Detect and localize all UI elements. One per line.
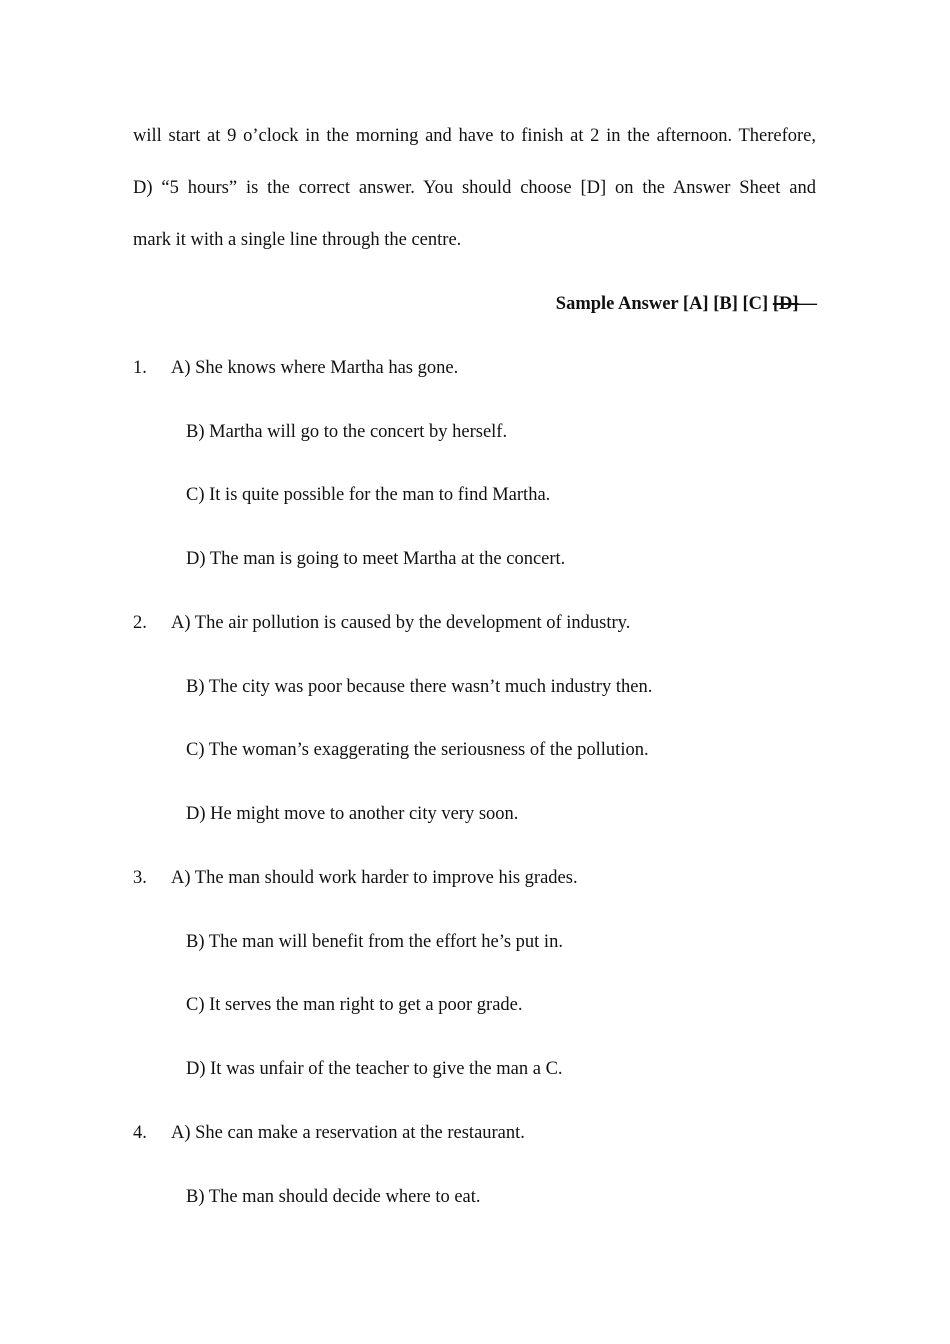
question-3-option-a: A) The man should work harder to improve his grades. xyxy=(171,868,578,888)
sample-answer-marked-choice: [D] xyxy=(772,294,799,314)
sample-answer-label: Sample Answer [A] [B] [C] xyxy=(555,294,773,314)
sample-answer xyxy=(556,293,817,315)
sample-answer-line-mark: — xyxy=(798,294,817,314)
question-3-option-b: B) The man will benefit from the effort he’s put in. xyxy=(186,932,563,952)
question-2-option-d: D) He might move to another city very soon. xyxy=(186,804,519,824)
intro-line-3: mark it with a single line through the centre. xyxy=(133,230,462,250)
question-3-number: 3. xyxy=(133,868,147,888)
question-4-option-a: A) She can make a reservation at the restaurant. xyxy=(171,1123,525,1143)
question-4-number: 4. xyxy=(133,1123,147,1143)
question-2-option-c: C) The woman’s exaggerating the seriousness of the pollution. xyxy=(186,740,649,760)
question-1-option-c: C) It is quite possible for the man to find Martha. xyxy=(186,485,551,505)
intro-line-1: will start at 9 o’clock in the morning and have to finish at 2 in the afternoon. Therefore, xyxy=(133,126,816,146)
question-2-option-a: A) The air pollution is caused by the development of industry. xyxy=(171,613,631,633)
question-3-option-d: D) It was unfair of the teacher to give the man a C. xyxy=(186,1059,563,1079)
question-1-option-b: B) Martha will go to the concert by herself. xyxy=(186,422,508,442)
intro-line-2: D) “5 hours” is the correct answer. You should choose [D] on the Answer Sheet and xyxy=(133,178,816,198)
question-3-option-c: C) It serves the man right to get a poor grade. xyxy=(186,995,523,1015)
question-2-number: 2. xyxy=(133,613,147,633)
question-1-option-d: D) The man is going to meet Martha at the concert. xyxy=(186,549,566,569)
question-1-option-a: A) She knows where Martha has gone. xyxy=(171,358,459,378)
question-2-option-b: B) The city was poor because there wasn’t much industry then. xyxy=(186,677,653,697)
question-4-option-b: B) The man should decide where to eat. xyxy=(186,1187,481,1207)
question-1-number: 1. xyxy=(133,358,147,378)
